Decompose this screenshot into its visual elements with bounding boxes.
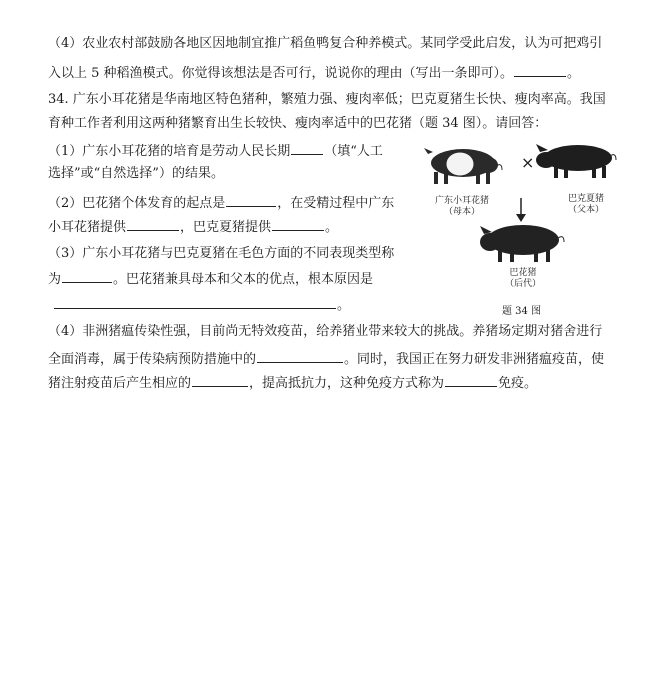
pig-cross-diagram: [418, 138, 638, 318]
answer-blank[interactable]: [291, 142, 323, 155]
q34-part4-line3: 猪注射疫苗后产生相应的 ，提高抵抗力，这种免疫方式称为 免疫。: [48, 376, 538, 391]
answer-blank[interactable]: [514, 64, 566, 77]
q34-intro-line2: 育种工作者利用这两种猪繁育出生长较快、瘦肉率适中的巴花猪（题 34 图）。请回答：: [48, 116, 548, 131]
q34-part1-line1: （1）广东小耳花猪的培育是劳动人民长期 （填“人工: [48, 144, 383, 159]
q4a-line1: （4）农业农村部鼓励各地区因地制宜推广稻鱼鸭复合种养模式。某同学受此启发，认为可把鸡引: [48, 36, 603, 51]
q34-part4-line1: （4）非洲猪瘟传染性强，目前尚无特效疫苗，给养猪业带来较大的挑战。养猪场定期对猪舍进行: [48, 324, 603, 339]
q34-part2-line2: 小耳花猪提供 ，巴克夏猪提供 。: [48, 220, 339, 235]
father-pig-illustration: [536, 144, 616, 178]
answer-blank[interactable]: [272, 218, 324, 231]
mother-label: 广东小耳花猪 （母本）: [434, 196, 489, 217]
q34-part3-line3: 。: [48, 296, 350, 314]
figure-caption: 题 34 图: [502, 306, 542, 317]
down-arrow-icon: [516, 198, 526, 222]
answer-blank[interactable]: [445, 374, 497, 387]
offspring-label: 巴花猪 （后代）: [504, 268, 541, 289]
q34-part4-line2: 全面消毒，属于传染病预防措施中的 。同时，我国正在努力研发非洲猪瘟疫苗，使: [48, 352, 605, 367]
q34-intro-line1: 34. 广东小耳花猪是华南地区特色猪种，繁殖力强、瘦肉率低；巴克夏猪生长快、瘦肉率高。我国: [48, 92, 606, 107]
q34-part3-line2: 为 。巴花猪兼具母本和父本的优点，根本原因是: [48, 272, 374, 287]
pig-cross-figure: [418, 138, 638, 318]
q4a-line2: 入以上 5 种稻渔模式。你觉得该想法是否可行，说说你的理由（写出一条即可）。 。: [48, 66, 581, 81]
cross-symbol: ×: [521, 153, 535, 172]
father-label: 巴克夏猪 （父本）: [567, 194, 604, 215]
mother-pig-illustration: [424, 148, 502, 184]
answer-blank[interactable]: [226, 194, 276, 207]
answer-blank[interactable]: [192, 374, 248, 387]
q34-part2-line1: （2）巴花猪个体发育的起点是 ，在受精过程中广东: [48, 196, 395, 211]
q34-part1-line2: 选择”或“自然选择”）的结果。: [48, 166, 224, 181]
answer-blank[interactable]: [127, 218, 179, 231]
answer-blank[interactable]: [257, 350, 343, 363]
answer-blank[interactable]: [62, 270, 112, 283]
q34-part3-line1: （3）广东小耳花猪与巴克夏猪在毛色方面的不同表现类型称: [48, 246, 395, 261]
answer-blank[interactable]: [54, 296, 336, 309]
offspring-pig-illustration: [480, 225, 564, 262]
